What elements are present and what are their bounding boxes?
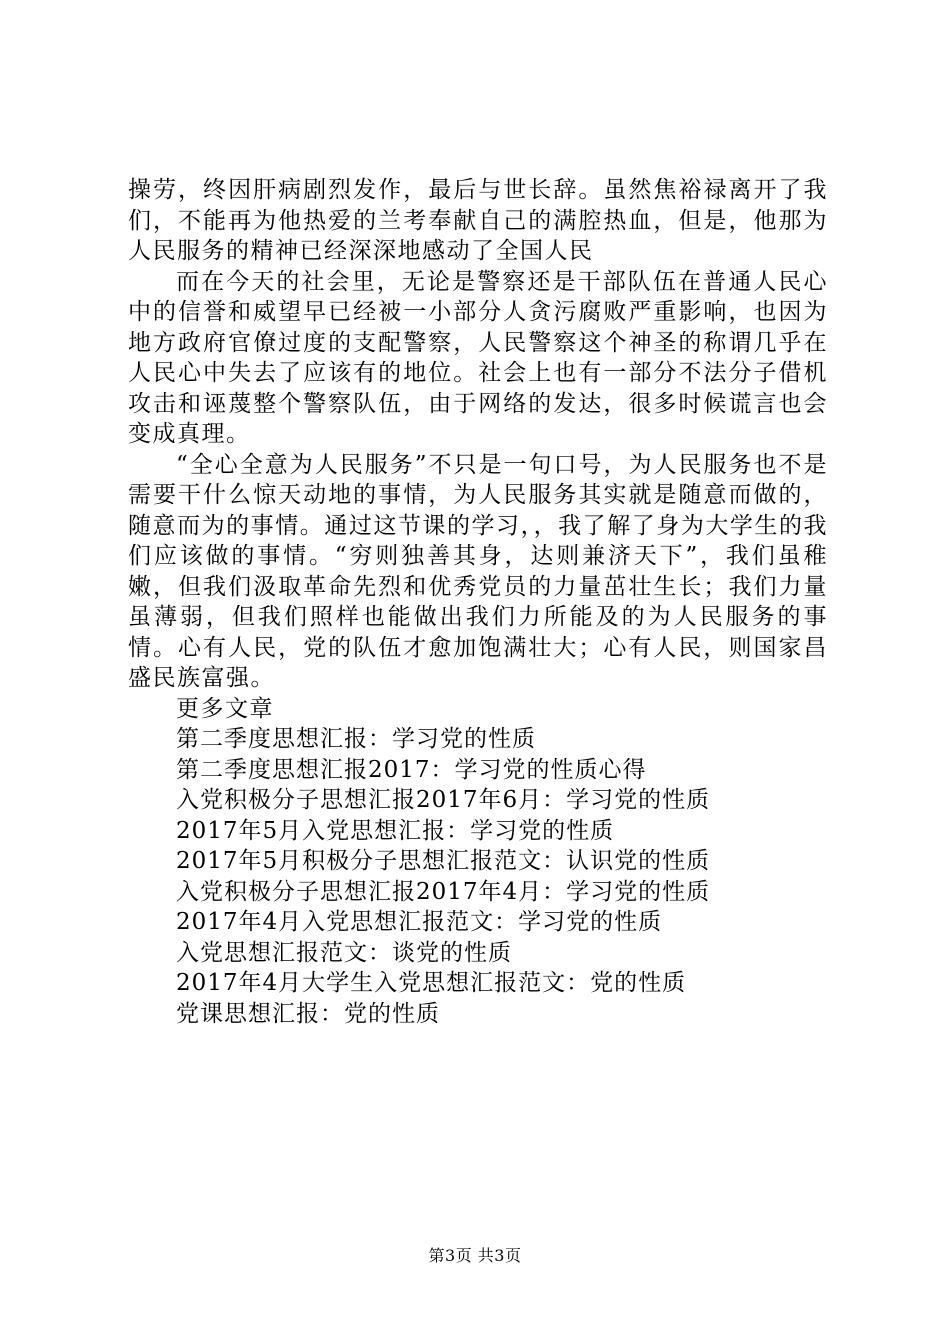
paragraph-serve-people: “全心全意为人民服务”不只是一句口号，为人民服务也不是需要干什么惊天动地的事情，为人民服务其实就是随意而做的，随意而为的事情。通过这节课的学习，，我了解了身为大学生的我们应该做的事情。“穷则独善其身，达则兼济天下”，我们虽稚嫩，但我们汲取革命先烈和优秀党员的力量茁壮生长；我们力量虽薄弱，但我们照样也能做出我们力所能及的为人民服务的事情。心有人民，党的队伍才愈加饱满壮大；心有人民，则国家昌盛民族富强。 [128,451,828,691]
article-link[interactable]: 党课思想汇报：党的性质 [176,1000,440,1027]
article-link[interactable]: 第二季度思想汇报2017：学习党的性质心得 [176,756,647,783]
more-articles-heading: 更多文章 [176,695,274,722]
article-link[interactable]: 2017年5月入党思想汇报：学习党的性质 [176,817,615,844]
document-body [128,175,828,1029]
article-link[interactable]: 第二季度思想汇报：学习党的性质 [176,726,536,752]
article-link[interactable]: 2017年5月积极分子思想汇报范文：认识党的性质 [176,848,711,874]
article-link[interactable]: 入党思想汇报范文：谈党的性质 [176,939,512,966]
paragraph-continuation: 操劳，终因肝病剧烈发作，最后与世长辞。虽然焦裕禄离开了我们，不能再为他热爱的兰考奉献自己的满腔热血，但是，他那为人民服务的精神已经深深地感动了全国人民 [128,177,828,264]
page-number-footer: 第3页 共3页 [428,1246,522,1265]
article-link[interactable]: 2017年4月大学生入党思想汇报范文：党的性质 [176,970,687,996]
article-link[interactable]: 入党积极分子思想汇报2017年6月：学习党的性质 [176,787,711,813]
article-link[interactable]: 2017年4月入党思想汇报范文：学习党的性质 [176,909,663,935]
paragraph-society: 而在今天的社会里，无论是警察还是干部队伍在普通人民心中的信誉和威望早已经被一小部分人贪污腐败严重影响，也因为地方政府官僚过度的支配警察，人民警察这个神圣的称谓几乎在人民心中失去了应该有的地位。社会上也有一部分不法分子借机攻击和诬蔑整个警察队伍，由于网络的发达，很多时候谎言也会变成真理。 [128,268,828,447]
more-articles-list [128,724,828,1029]
article-link[interactable]: 入党积极分子思想汇报2017年4月：学习党的性质 [176,878,711,905]
